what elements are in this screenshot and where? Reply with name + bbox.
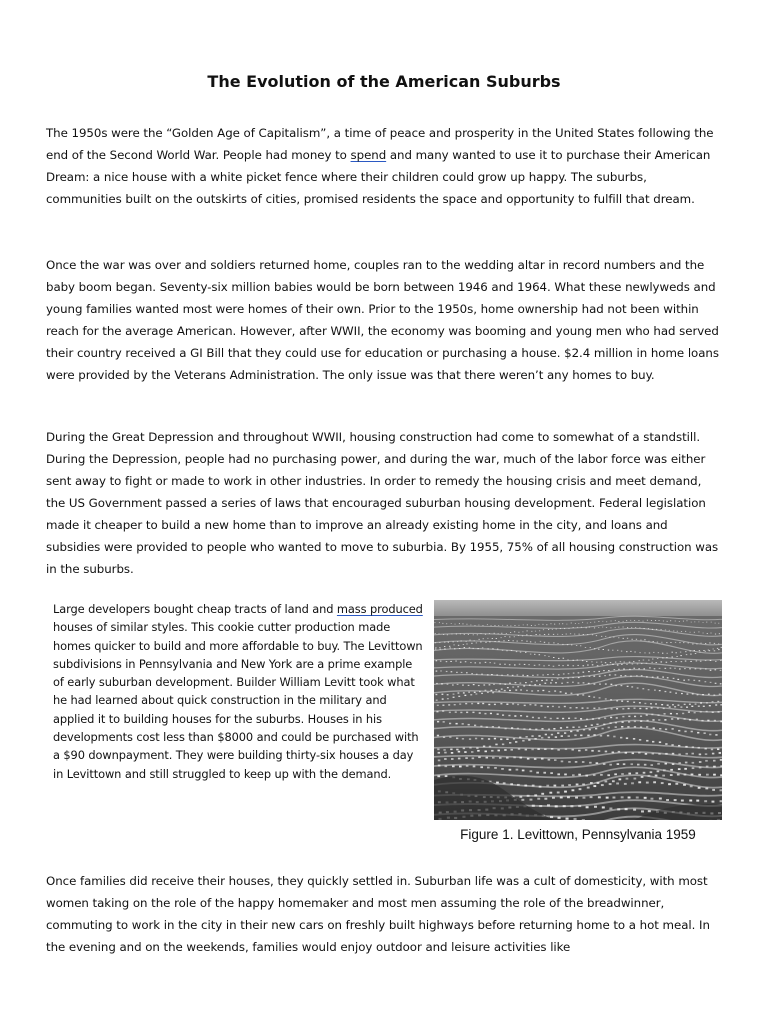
page-title: The Evolution of the American Suburbs xyxy=(207,72,561,91)
paragraph-text: and many wanted to use it to purchase their American Dream: a nice house with a white picket fence where their children could grow up happy. The suburbs, communities built on the outskirts of cities, promised residents the space and opportunity to fulfill that dream. xyxy=(46,148,711,206)
spellcheck-flagged-phrase[interactable]: mass produced xyxy=(336,602,423,616)
aerial-photo-illustration xyxy=(434,600,722,820)
paragraph-text: The 1950s were the “Golden Age of Capitalism”, a time of peace and prosperity in the United States following the end of the Second World War. People had money to xyxy=(46,126,714,162)
paragraph-golden-age xyxy=(46,122,722,210)
paragraph-baby-boom: Once the war was over and soldiers returned home, couples ran to the wedding altar in record numbers and the baby boom began. Seventy-six million babies would be born between 1946 and 1964. What these newlyweds and young families wanted most were homes of their own. Prior to the 1950s, home ownership had not been within reach for the average American. However, after WWII, the economy was booming and young men who had served their country received a GI Bill that they could use for education or purchasing a house. $2.4 million in home loans were provided by the Veterans Administration. The only issue was that there weren’t any homes to buy. xyxy=(46,258,719,382)
paragraph-text: houses of similar styles. This cookie cutter production made homes quicker to build and more affordable to buy. The Levittown subdivisions in Pennsylvania and New York are a prime example of early suburban development. Builder William Levitt took what he had learned about quick construction in the military and applied it to building houses for the suburbs. Houses in his developments cost less than $8000 and could be purchased with a $90 downpayment. They were building thirty-six houses a day in Levittown and still struggled to keep up with the demand. xyxy=(53,620,423,781)
paragraph-levittown xyxy=(53,600,425,783)
spellcheck-flagged-word[interactable]: spend xyxy=(350,148,387,162)
levittown-aerial-photo xyxy=(434,600,722,820)
paragraph-text: Large developers bought cheap tracts of land and xyxy=(53,602,337,616)
figure-caption: Figure 1. Levittown, Pennsylvania 1959 xyxy=(460,827,696,842)
horizon-haze xyxy=(434,600,722,618)
paragraph-suburban-life: Once families did receive their houses, they quickly settled in. Suburban life was a cult of domesticity, with most women taking on the role of the happy homemaker and most men assuming the role of the breadwinner, commuting to work in the city in their new cars on freshly built highways before returning home to a hot meal. In the evening and on the weekends, families would enjoy outdoor and leisure activities like xyxy=(46,874,710,954)
paragraph-housing-construction: During the Great Depression and throughout WWII, housing construction had come to somewhat of a standstill. During the Depression, people had no purchasing power, and during the war, much of the labor force was either sent away to fight or made to work in other industries. In order to remedy the housing crisis and meet demand, the US Government passed a series of laws that encouraged suburban housing development. Federal legislation made it cheaper to build a new home than to improve an already existing home in the city, and loans and subsidies were provided to people who wanted to move to suburbia. By 1955, 75% of all housing construction was in the suburbs. xyxy=(46,430,719,576)
